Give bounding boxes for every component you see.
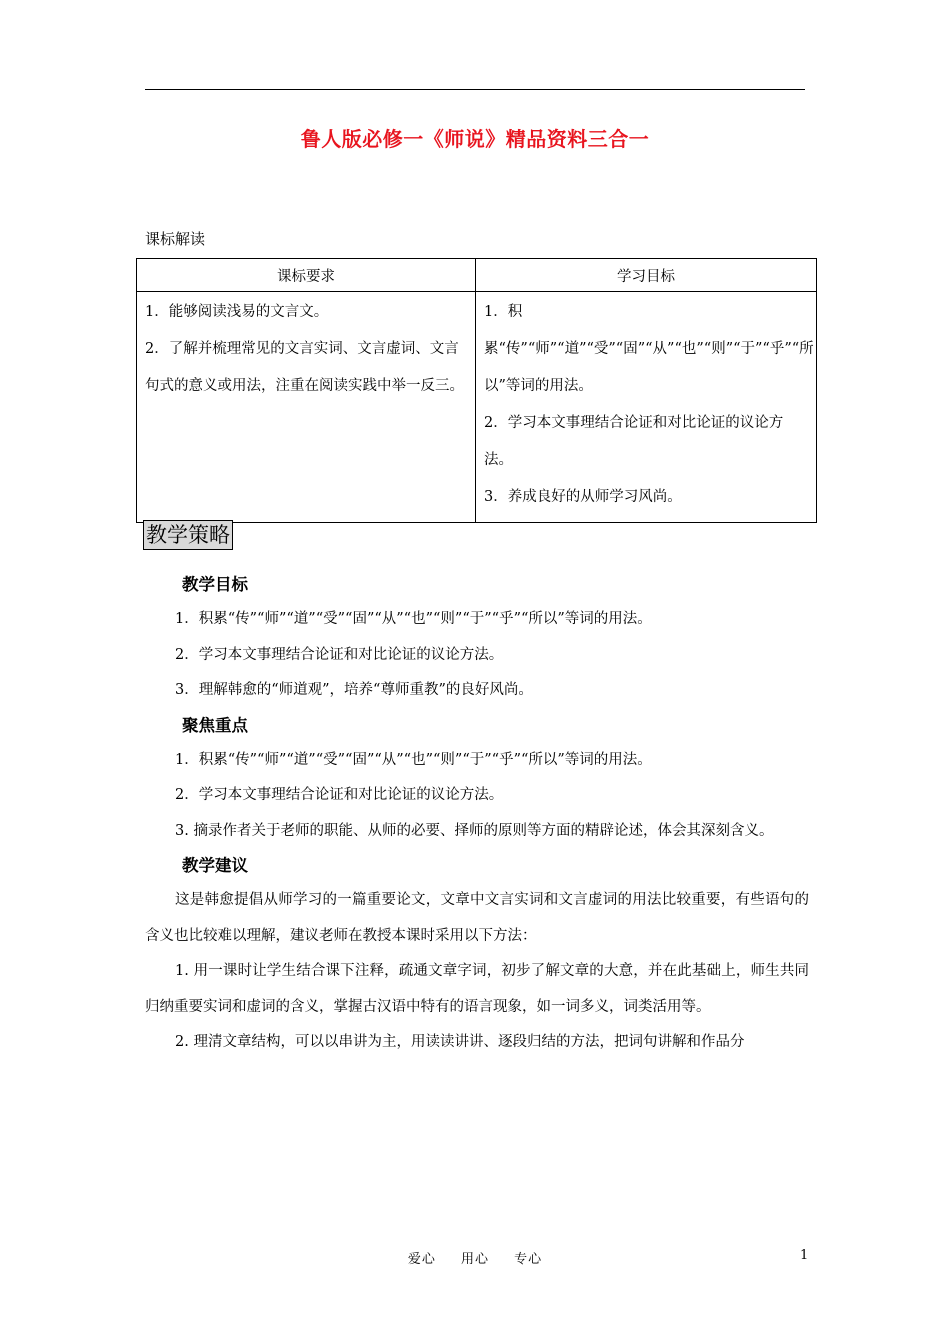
section-heading-goals: 教学目标	[182, 575, 248, 594]
table-row	[137, 292, 817, 523]
paragraph: 2．学习本文事理结合论证和对比论证的议论方法。	[175, 787, 504, 803]
objective-item: 3．养成良好的从师学习风尚。	[484, 489, 682, 505]
standards-table	[136, 258, 817, 523]
paragraph: 3．理解韩愈的“师道观”，培养“尊师重教”的良好风尚。	[175, 682, 533, 698]
header-rule	[145, 89, 805, 90]
footer-item: 用心	[460, 1252, 489, 1267]
paragraph: 1. 用一课时让学生结合课下注释，疏通文章字词，初步了解文章的大意，并在此基础上，师生共同归纳重要实词和虚词的含义，掌握古汉语中特有的语言现象，如一词多义，词类活用等。	[145, 963, 809, 1015]
strategy-content	[145, 568, 809, 1061]
paragraph: 1．积累“传”“师”“道”“受”“固”“从”“也”“则”“于”“乎”“所以”等词的用法。	[175, 751, 652, 768]
paragraph: 1．积累“传”“师”“道”“受”“固”“从”“也”“则”“于”“乎”“所以”等词的用法。	[175, 611, 652, 627]
requirement-item: 2．了解并梳理常见的文言实词、文言虚词、文言句式的意义或用法，注重在阅读实践中举一反三。	[145, 341, 464, 394]
requirement-item: 1．能够阅读浅易的文言文。	[145, 304, 329, 320]
objective-item: 2．学习本文事理结合论证和对比论证的议论方法。	[484, 415, 784, 468]
paragraph: 3. 摘录作者关于老师的职能、从师的必要、择师的原则等方面的精辟论述，体会其深刻含义。	[175, 822, 774, 839]
strategy-heading: 教学策略	[143, 520, 233, 550]
objective-item: 1．积累“传”“师”“道”“受”“固”“从”“也”“则”“于”“乎”“所以”等词的用法。	[484, 304, 814, 394]
paragraph: 这是韩愈提倡从师学习的一篇重要论文，文章中文言实词和文言虚词的用法比较重要，有些语句的含义也比较难以理解，建议老师在教授本课时采用以下方法：	[145, 892, 809, 944]
page-number: 1	[800, 1248, 809, 1263]
footer-item: 专心	[514, 1252, 543, 1267]
paragraph: 2．学习本文事理结合论证和对比论证的议论方法。	[175, 646, 504, 663]
objectives-cell	[476, 292, 817, 523]
table-header-row	[137, 259, 817, 292]
document-title: 鲁人版必修一《师说》精品资料三合一	[300, 127, 650, 151]
section-label: 课标解读	[145, 230, 206, 248]
requirements-cell	[137, 292, 476, 523]
footer-item: 爱心	[407, 1252, 436, 1267]
section-heading-suggestions: 教学建议	[182, 856, 248, 875]
paragraph: 2. 理清文章结构，可以以串讲为主，用读读讲讲、逐段归结的方法，把词句讲解和作品分	[175, 1034, 745, 1050]
section-heading-focus: 聚焦重点	[182, 715, 248, 735]
table-header-objectives: 学习目标	[476, 259, 817, 292]
table-header-requirements: 课标要求	[137, 259, 476, 292]
